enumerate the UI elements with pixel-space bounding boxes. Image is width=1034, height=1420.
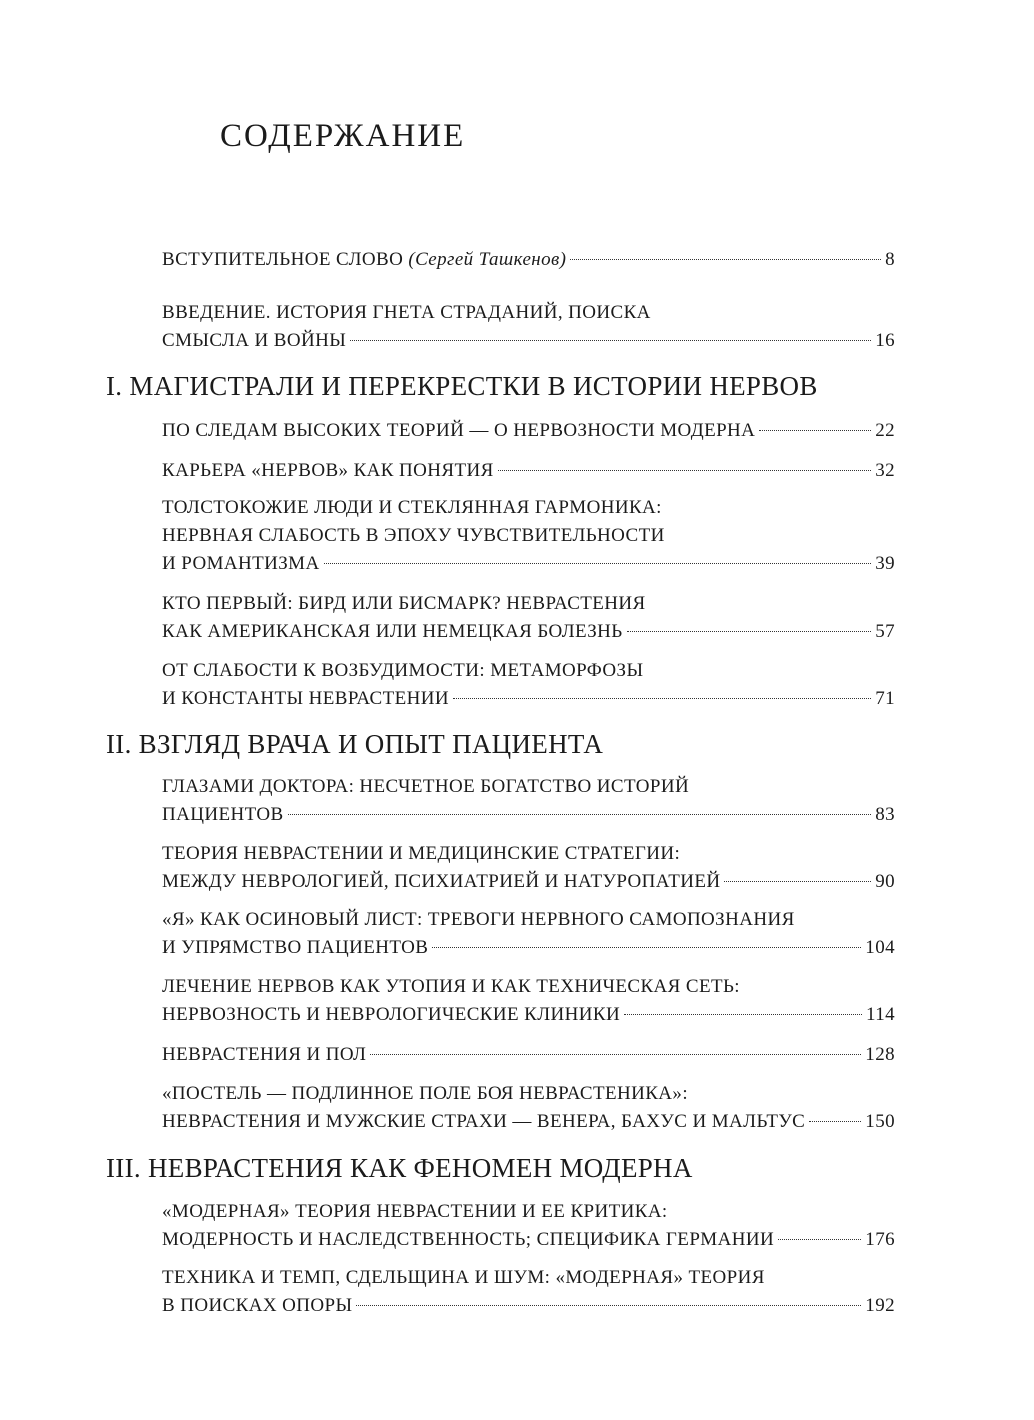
entry-title-line: «Я» КАК ОСИНОВЫЙ ЛИСТ: ТРЕВОГИ НЕРВНОГО САМОПОЗНАНИЯ: [162, 909, 795, 930]
entry-title: ВСТУПИТЕЛЬНОЕ СЛОВО (Сергей Ташкенов): [162, 249, 567, 270]
page-title: СОДЕРЖАНИЕ: [220, 118, 466, 154]
page-number: 39: [875, 553, 895, 574]
toc-entry[interactable]: [162, 1264, 895, 1320]
entry-title-line: ГЛАЗАМИ ДОКТОРА: НЕСЧЕТНОЕ БОГАТСТВО ИСТОРИЙ: [162, 776, 690, 797]
page-number: 8: [885, 249, 895, 270]
toc-entry[interactable]: [162, 417, 895, 445]
toc-entry[interactable]: [162, 1198, 895, 1254]
entry-title-line: КАРЬЕРА «НЕРВОВ» КАК ПОНЯТИЯ: [162, 460, 494, 481]
toc-entry[interactable]: [162, 494, 895, 578]
dot-leader: [288, 814, 872, 815]
entry-title-line: ТЕОРИЯ НЕВРАСТЕНИИ И МЕДИЦИНСКИЕ СТРАТЕГИИ:: [162, 843, 681, 864]
entry-title-line: ТЕХНИКА И ТЕМП, СДЕЛЬЩИНА И ШУМ: «МОДЕРНАЯ» ТЕОРИЯ: [162, 1267, 765, 1288]
dot-leader: [724, 881, 871, 882]
dot-leader: [356, 1305, 861, 1306]
toc-entry[interactable]: [162, 657, 895, 713]
entry-title-line: СМЫСЛА И ВОЙНЫ: [162, 330, 347, 351]
entry-title-line: НЕРВНАЯ СЛАБОСТЬ В ЭПОХУ ЧУВСТВИТЕЛЬНОСТИ: [162, 525, 665, 546]
section-heading-3: III. НЕВРАСТЕНИЯ КАК ФЕНОМЕН МОДЕРНА: [106, 1153, 693, 1183]
dot-leader: [778, 1239, 861, 1240]
section-heading-1: I. МАГИСТРАЛИ И ПЕРЕКРЕСТКИ В ИСТОРИИ НЕРВОВ: [106, 371, 818, 401]
toc-entry[interactable]: [162, 973, 895, 1029]
entry-title-line: КАК АМЕРИКАНСКАЯ ИЛИ НЕМЕЦКАЯ БОЛЕЗНЬ: [162, 621, 623, 642]
entry-title-line: ОТ СЛАБОСТИ К ВОЗБУДИМОСТИ: МЕТАМОРФОЗЫ: [162, 660, 644, 681]
page-number: 32: [875, 460, 895, 481]
page-number: 192: [865, 1295, 895, 1316]
entry-title-line: НЕРВОЗНОСТЬ И НЕВРОЛОГИЧЕСКИЕ КЛИНИКИ: [162, 1004, 621, 1025]
page-number: 22: [875, 420, 895, 441]
entry-author: (Сергей Ташкенов): [408, 249, 567, 270]
entry-title-line: ПАЦИЕНТОВ: [162, 804, 284, 825]
dot-leader: [624, 1014, 862, 1015]
entry-title-line: «ПОСТЕЛЬ — ПОДЛИННОЕ ПОЛЕ БОЯ НЕВРАСТЕНИКА»:: [162, 1083, 688, 1104]
page-number: 57: [875, 621, 895, 642]
toc-entry[interactable]: [162, 457, 895, 485]
toc-entry[interactable]: [162, 1080, 895, 1136]
dot-leader: [570, 259, 881, 260]
toc-entry[interactable]: [162, 840, 895, 896]
entry-title-line: МОДЕРНОСТЬ И НАСЛЕДСТВЕННОСТЬ; СПЕЦИФИКА ГЕРМАНИИ: [162, 1229, 775, 1250]
entry-title-line: ПО СЛЕДАМ ВЫСОКИХ ТЕОРИЙ — О НЕРВОЗНОСТИ МОДЕРНА: [162, 420, 756, 441]
toc-entry-preface[interactable]: [162, 246, 895, 274]
dot-leader: [498, 470, 872, 471]
toc-entry-introduction[interactable]: [162, 299, 895, 355]
toc-entry[interactable]: [162, 1041, 895, 1069]
dot-leader: [324, 563, 872, 564]
page-number: 150: [865, 1111, 895, 1132]
page-number: 114: [866, 1004, 895, 1025]
dot-leader: [453, 698, 871, 699]
entry-title-line: И КОНСТАНТЫ НЕВРАСТЕНИИ: [162, 688, 449, 709]
entry-title-line: «МОДЕРНАЯ» ТЕОРИЯ НЕВРАСТЕНИИ И ЕЕ КРИТИКА:: [162, 1201, 668, 1222]
entry-title-line: И РОМАНТИЗМА: [162, 553, 320, 574]
dot-leader: [370, 1054, 861, 1055]
dot-leader: [627, 631, 872, 632]
page-number: 83: [875, 804, 895, 825]
entry-title-line: И УПРЯМСТВО ПАЦИЕНТОВ: [162, 937, 429, 958]
page-number: 16: [875, 330, 895, 351]
entry-title-line: В ПОИСКАХ ОПОРЫ: [162, 1295, 353, 1316]
toc-entry[interactable]: [162, 773, 895, 829]
dot-leader: [759, 430, 871, 431]
toc-entry[interactable]: [162, 906, 895, 962]
page-number: 176: [865, 1229, 895, 1250]
entry-title-line: ТОЛСТОКОЖИЕ ЛЮДИ И СТЕКЛЯННАЯ ГАРМОНИКА:: [162, 497, 662, 518]
section-heading-2: II. ВЗГЛЯД ВРАЧА И ОПЫТ ПАЦИЕНТА: [106, 729, 604, 759]
dot-leader: [350, 340, 871, 341]
dot-leader: [432, 947, 861, 948]
page-number: 128: [865, 1044, 895, 1065]
entry-title-line: КТО ПЕРВЫЙ: БИРД ИЛИ БИСМАРК? НЕВРАСТЕНИЯ: [162, 593, 646, 614]
page-number: 104: [865, 937, 895, 958]
entry-title-line: НЕВРАСТЕНИЯ И ПОЛ: [162, 1044, 367, 1065]
entry-title-line: ВВЕДЕНИЕ. ИСТОРИЯ ГНЕТА СТРАДАНИЙ, ПОИСКА: [162, 302, 651, 323]
toc-entry[interactable]: [162, 590, 895, 646]
entry-title-line: ЛЕЧЕНИЕ НЕРВОВ КАК УТОПИЯ И КАК ТЕХНИЧЕСКАЯ СЕТЬ:: [162, 976, 740, 997]
entry-title-line: МЕЖДУ НЕВРОЛОГИЕЙ, ПСИХИАТРИЕЙ И НАТУРОПАТИЕЙ: [162, 871, 721, 892]
page-number: 90: [875, 871, 895, 892]
entry-title-line: НЕВРАСТЕНИЯ И МУЖСКИЕ СТРАХИ — ВЕНЕРА, БАХУС И МАЛЬТУС: [162, 1111, 806, 1132]
dot-leader: [809, 1121, 861, 1122]
page-number: 71: [875, 688, 895, 709]
